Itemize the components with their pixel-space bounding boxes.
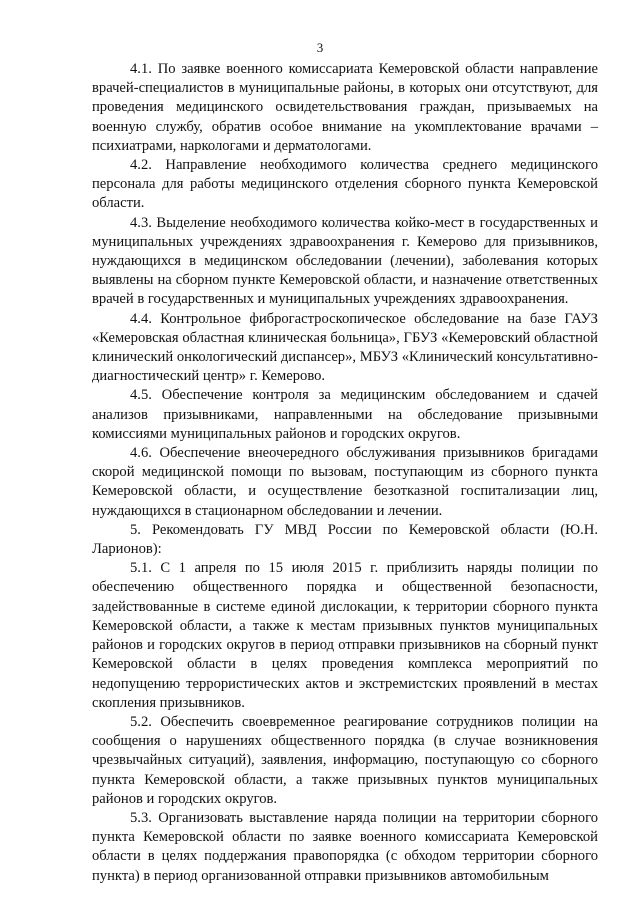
paragraph-5-2: 5.2. Обеспечить своевременное реагирование сотрудников полиции на сообщения о нарушениях общественного порядка (в случае возникновения чрезвычайных ситуаций), заявления, информацию, поступающую со сборного пункта Кемеровской области, а также призывных пунктов муниципальных районов и городских округов. [92,713,598,807]
document-body [92,60,598,886]
paragraph-4-5: 4.5. Обеспечение контроля за медицинским обследованием и сдачей анализов призывниками, направленными на обследование призывными комиссиями муниципальных районов и городских округов. [92,387,598,442]
paragraph-4-4: 4.4. Контрольное фиброгастроскопическое обследование на базе ГАУЗ «Кемеровская областная клиническая больница», ГБУЗ «Кемеровский областной клинический онкологический диспансер», МБУЗ «Клинический консультативно-диагностический центр» г. Кемерово. [92,310,598,385]
page-number: 3 [316,40,324,55]
paragraph-4-1: 4.1. По заявке военного комиссариата Кемеровской области направление врачей-специалистов в муниципальные районы, в которых они отсутствуют, для проведения медицинского освидетельствования граждан, призываемых на военную службу, обратив особое внимание на укомплектование врачами – психиатрами, наркологами и дерматологами. [92,61,598,154]
paragraph-5-1: 5.1. С 1 апреля по 15 июля 2015 г. приблизить наряды полиции по обеспечению общественного порядка и общественной безопасности, задействованные в системе единой дислокации, к территории сборного пункта Кемеровской области, а также к местам призывных пунктов муниципальных районов и городских округов в период отправки призывников на сборный пункт Кемеровской области в целях проведения комплекса мероприятий по недопущению террористических актов и экстремистских проявлений в местах скопления призывников. [92,560,598,711]
paragraph-5-3: 5.3. Организовать выставление наряда полиции на территории сборного пункта Кемеровской области по заявке военного комиссариата Кемеровской области в целях поддержания правопорядка (с обходом территории сборного пункта) в период организованной отправки призывников автомобильным [92,809,598,884]
paragraph-5: 5. Рекомендовать ГУ МВД России по Кемеровской области (Ю.Н. Ларионов): [92,521,598,558]
paragraph-4-2: 4.2. Направление необходимого количества среднего медицинского персонала для работы медицинского отделения сборного пункта Кемеровской области. [92,157,598,212]
paragraph-4-6: 4.6. Обеспечение внеочередного обслуживания призывников бригадами скорой медицинской помощи по вызовам, поступающим из сборного пункта Кемеровской области, и осуществление безотказной госпитализации лиц, нуждающихся в стационарном обследовании и лечении. [92,445,598,519]
paragraph-4-3: 4.3. Выделение необходимого количества койко-мест в государственных и муниципальных учреждениях здравоохранения г. Кемерово для призывников, нуждающихся в медицинском обследовании (лечении), заболевания которых выявлены на сборном пункте Кемеровской области, и назначение ответственных врачей в государственных и муниципальных учреждениях здравоохранения. [92,214,598,308]
